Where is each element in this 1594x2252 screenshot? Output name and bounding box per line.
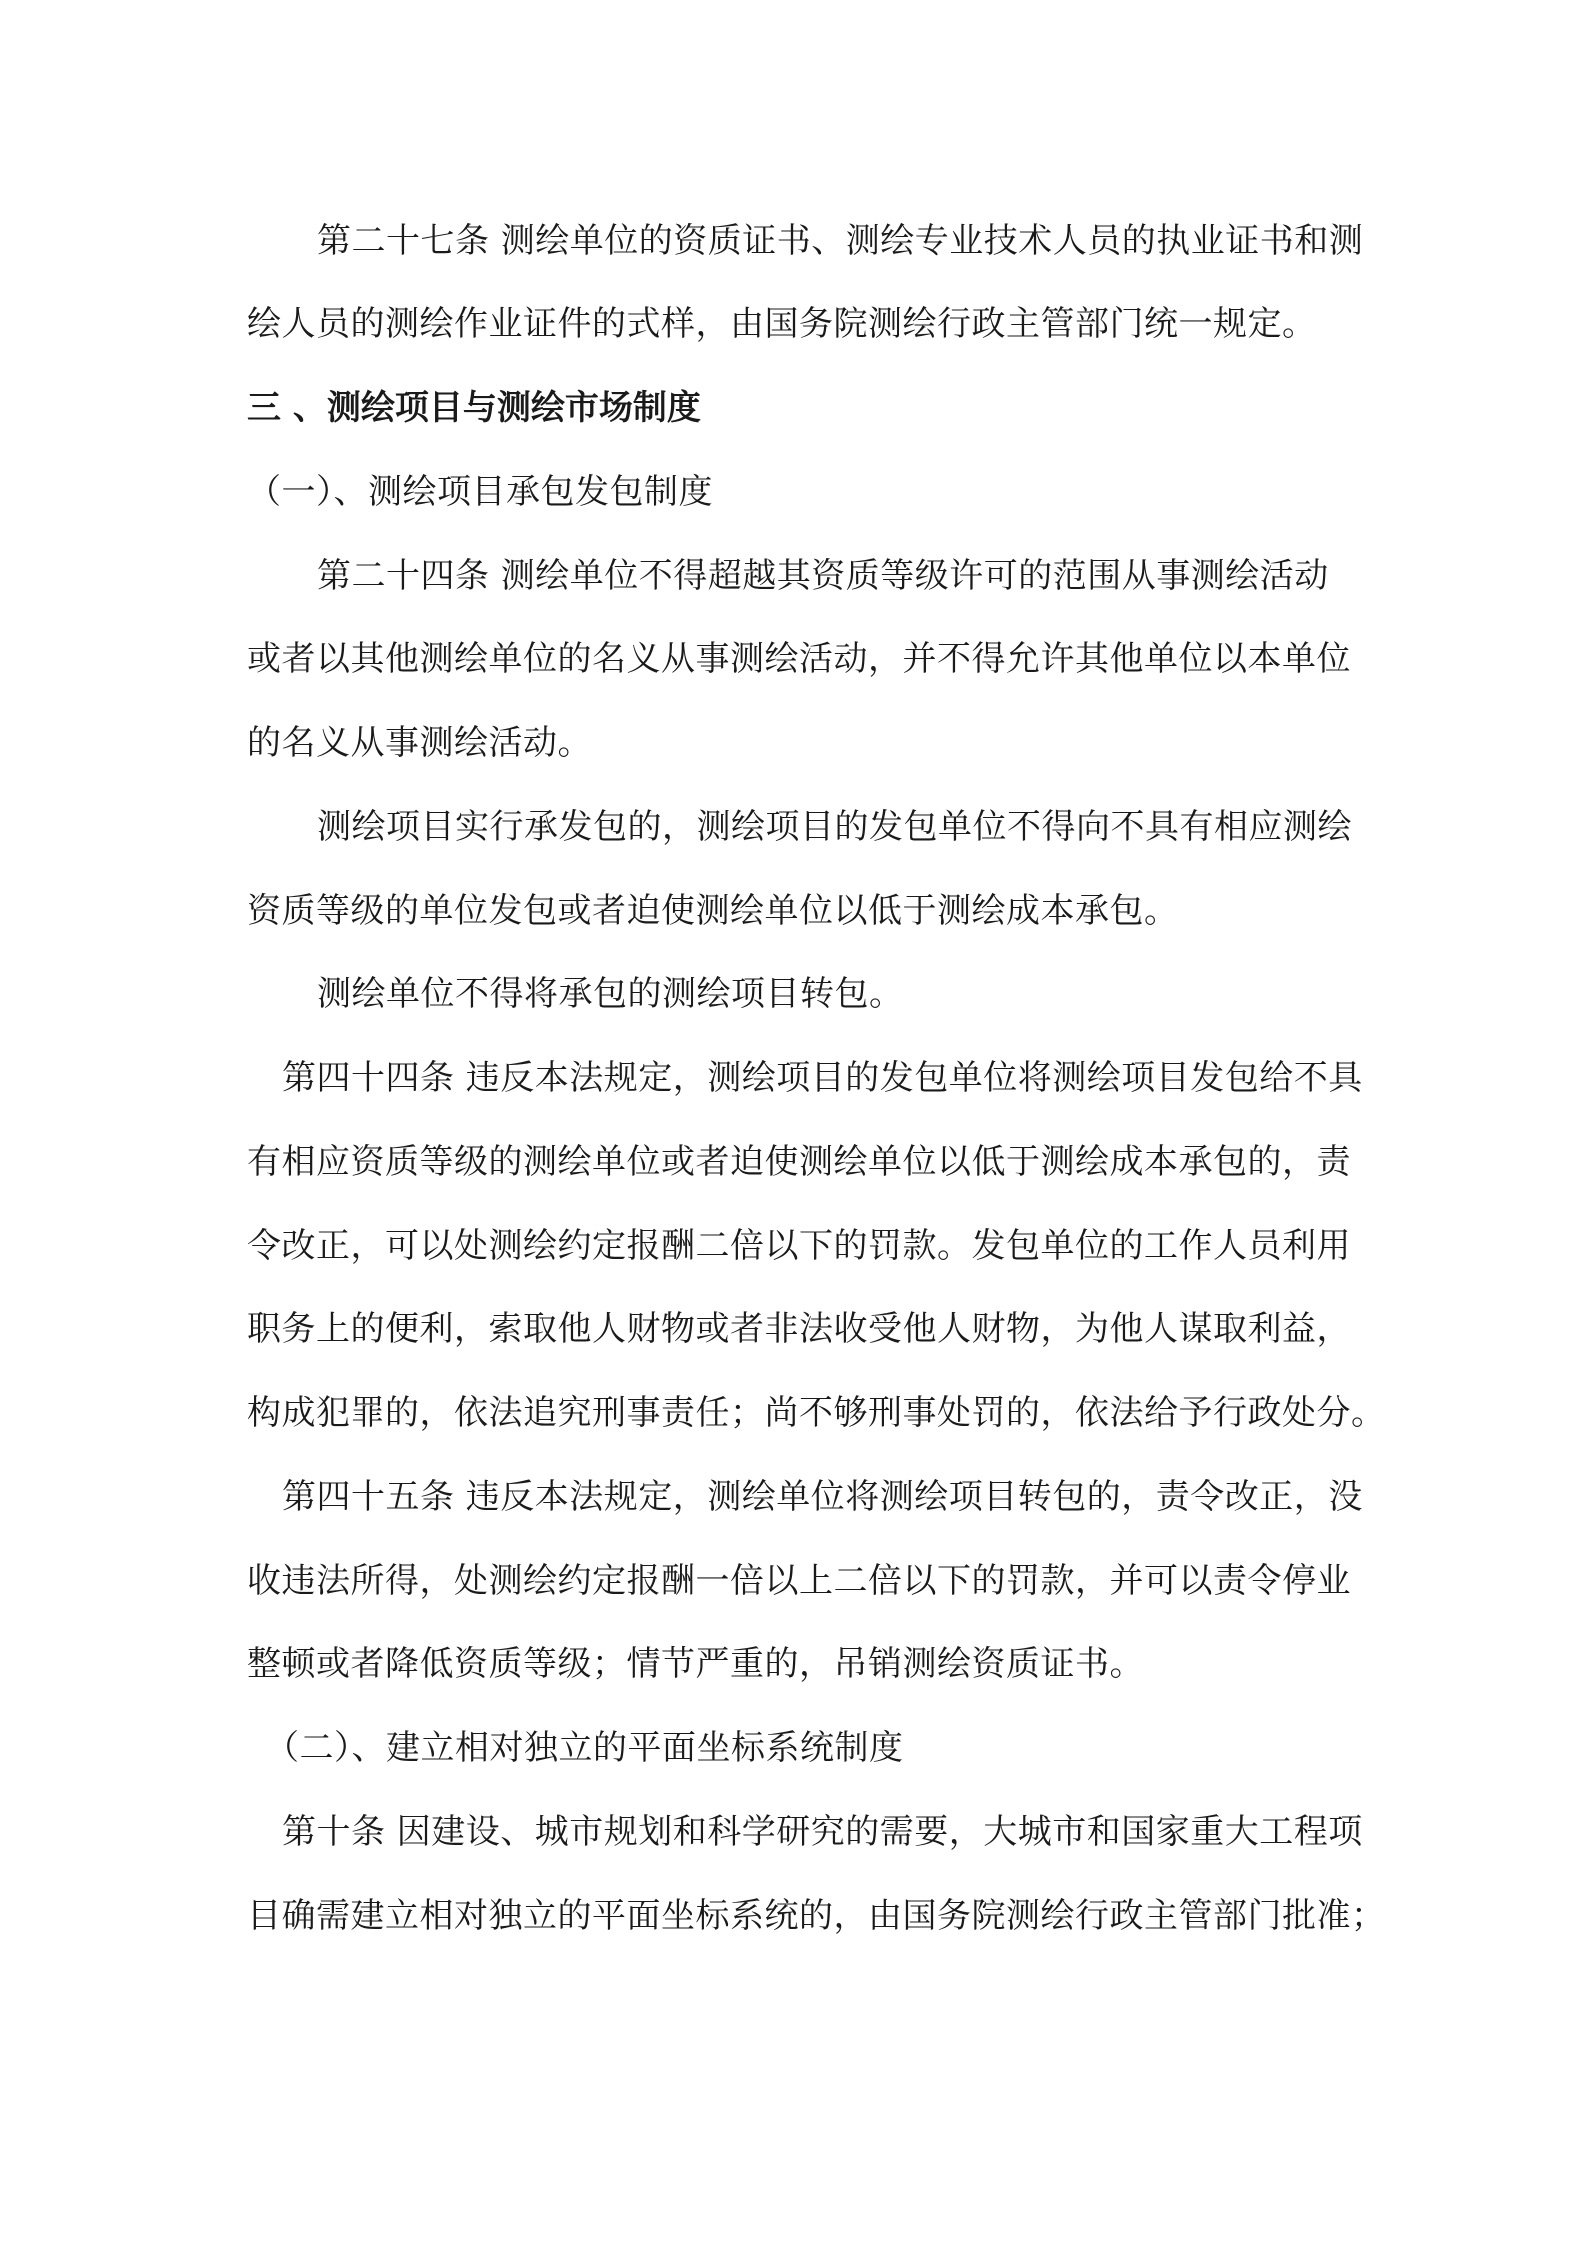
article-24-para-3: 测绘单位不得将承包的测绘项目转包。 (317, 974, 904, 1014)
subsection-heading-1: （一）、测绘项目承包发包制度 (247, 472, 713, 512)
section-heading-3: 三 、测绘项目与测绘市场制度 (247, 388, 701, 428)
article-27-line-1: 第二十七条 测绘单位的资质证书、测绘专业技术人员的执业证书和测 (317, 221, 1364, 261)
article-10-line-2: 目确需建立相对独立的平面坐标系统的，由国务院测绘行政主管部门批准； (247, 1896, 1386, 1936)
article-24-para-2-line-1: 测绘项目实行承发包的，测绘项目的发包单位不得向不具有相应测绘 (317, 807, 1352, 847)
subsection-heading-2: （二）、建立相对独立的平面坐标系统制度 (265, 1728, 904, 1768)
article-45-line-1: 第四十五条 违反本法规定，测绘单位将测绘项目转包的，责令改正，没 (282, 1477, 1363, 1517)
article-44-line-5: 构成犯罪的，依法追究刑事责任；尚不够刑事处罚的，依法给予行政处分。 (247, 1393, 1386, 1433)
article-10-line-1: 第十条 因建设、城市规划和科学研究的需要，大城市和国家重大工程项 (282, 1812, 1363, 1852)
article-44-line-4: 职务上的便利，索取他人财物或者非法收受他人财物，为他人谋取利益， (247, 1309, 1351, 1349)
article-45-line-2: 收违法所得，处测绘约定报酬一倍以上二倍以下的罚款，并可以责令停业 (247, 1561, 1351, 1601)
article-24-line-3: 的名义从事测绘活动。 (247, 723, 592, 763)
article-24-line-2: 或者以其他测绘单位的名义从事测绘活动，并不得允许其他单位以本单位 (247, 639, 1351, 679)
article-44-line-3: 令改正，可以处测绘约定报酬二倍以下的罚款。发包单位的工作人员利用 (247, 1226, 1351, 1266)
article-24-line-1: 第二十四条 测绘单位不得超越其资质等级许可的范围从事测绘活动 (317, 556, 1329, 596)
article-24-para-2-line-2: 资质等级的单位发包或者迫使测绘单位以低于测绘成本承包。 (247, 891, 1179, 931)
article-44-line-1: 第四十四条 违反本法规定，测绘项目的发包单位将测绘项目发包给不具 (282, 1058, 1363, 1098)
article-45-line-3: 整顿或者降低资质等级；情节严重的，吊销测绘资质证书。 (247, 1644, 1144, 1684)
article-27-line-2: 绘人员的测绘作业证件的式样，由国务院测绘行政主管部门统一规定。 (247, 304, 1317, 344)
article-44-line-2: 有相应资质等级的测绘单位或者迫使测绘单位以低于测绘成本承包的，责 (247, 1142, 1351, 1182)
